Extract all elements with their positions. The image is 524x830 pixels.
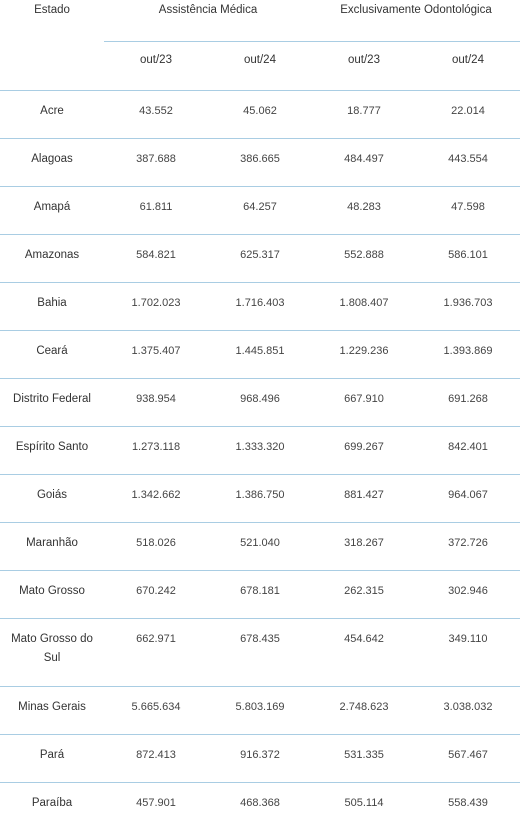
cell-value: 518.026 [136,536,176,549]
cell-value: 484.497 [344,152,384,165]
header-assistencia-medica: Assistência Médica [158,4,258,16]
cell-value: 964.067 [448,488,488,501]
cell-value: 678.181 [240,584,280,597]
cell-value: 842.401 [448,440,488,453]
cell-value: 1.386.750 [235,488,285,501]
table-row [0,90,520,138]
cell-value: 667.910 [344,392,384,405]
table-row [0,686,520,734]
cell-estado: Amapá [33,200,71,213]
cell-value: 18.777 [347,104,381,117]
cell-value: 1.273.118 [131,440,181,453]
header-estado: Estado [34,4,70,16]
cell-value: 5.665.634 [131,700,181,713]
header-row-groups [0,0,520,41]
cell-value: 386.665 [240,152,280,165]
cell-value: 443.554 [448,152,488,165]
cell-value: 454.642 [344,632,384,645]
cell-value: 1.342.662 [131,488,181,501]
cell-estado: Ceará [36,344,68,357]
table-body [0,90,520,830]
table-row [0,570,520,618]
cell-value: 558.439 [448,796,488,809]
cell-value: 670.242 [136,584,176,597]
cell-estado: Distrito Federal [13,392,91,405]
table-row [0,186,520,234]
cell-value: 48.283 [347,200,381,213]
table-row [0,522,520,570]
cell-value: 262.315 [344,584,384,597]
header-period: out/23 [104,41,208,90]
table-row [0,734,520,782]
cell-value: 3.038.032 [443,700,493,713]
cell-value: 662.971 [136,632,176,645]
cell-value: 61.811 [139,200,173,213]
cell-estado: Minas Gerais [18,700,86,713]
cell-value: 387.688 [136,152,176,165]
cell-value: 505.114 [344,796,384,809]
header-blank [0,41,104,90]
cell-value: 22.014 [451,104,485,117]
cell-value: 1.229.236 [339,344,389,357]
cell-value: 5.803.169 [235,700,285,713]
cell-estado: Paraíba [31,796,73,809]
cell-value: 1.702.023 [131,296,181,309]
cell-estado: Espírito Santo [15,440,89,453]
cell-value: 1.375.407 [131,344,181,357]
cell-value: 916.372 [240,748,280,761]
cell-value: 552.888 [344,248,384,261]
cell-value: 349.110 [448,632,488,645]
cell-value: 302.946 [448,584,488,597]
table-row [0,234,520,282]
table-row [0,378,520,426]
cell-value: 2.748.623 [339,700,389,713]
cell-value: 318.267 [344,536,384,549]
cell-value: 625.317 [240,248,280,261]
cell-value: 691.268 [448,392,488,405]
cell-value: 678.435 [240,632,280,645]
cell-value: 586.101 [448,248,488,261]
header-period: out/24 [208,41,312,90]
cell-value: 521.040 [240,536,280,549]
cell-value: 1.808.407 [339,296,389,309]
cell-value: 43.552 [139,104,173,117]
cell-value: 699.267 [344,440,384,453]
header-row-periods [0,41,520,90]
cell-value: 64.257 [243,200,277,213]
cell-estado: Goiás [36,488,68,501]
cell-estado: Mato Grosso [19,584,85,597]
table-row [0,426,520,474]
cell-estado: Acre [40,104,64,117]
cell-estado: Alagoas [31,152,73,165]
table-row [0,618,520,686]
cell-value: 47.598 [451,200,485,213]
cell-estado: Mato Grosso do Sul [11,632,93,664]
cell-value: 567.467 [448,748,488,761]
cell-estado: Amazonas [24,248,80,261]
table-row [0,138,520,186]
cell-value: 1.393.869 [443,344,493,357]
cell-value: 938.954 [136,392,176,405]
cell-value: 45.062 [243,104,277,117]
cell-value: 531.335 [344,748,384,761]
cell-value: 881.427 [344,488,384,501]
cell-value: 968.496 [240,392,280,405]
cell-value: 457.901 [136,796,176,809]
header-period: out/24 [416,41,520,90]
cell-value: 468.368 [240,796,280,809]
cell-value: 584.821 [136,248,176,261]
table-row [0,474,520,522]
cell-value: 1.936.703 [443,296,493,309]
cell-value: 1.445.851 [235,344,285,357]
cell-value: 872.413 [136,748,176,761]
cell-value: 372.726 [448,536,488,549]
cell-estado: Bahia [37,296,67,309]
table-row [0,330,520,378]
cell-estado: Maranhão [26,536,78,549]
cell-value: 1.333.320 [235,440,285,453]
header-period: out/23 [312,41,416,90]
cell-value: 1.716.403 [235,296,285,309]
cell-estado: Pará [39,748,65,761]
header-odontologica: Exclusivamente Odontológica [340,4,492,16]
table-row [0,282,520,330]
